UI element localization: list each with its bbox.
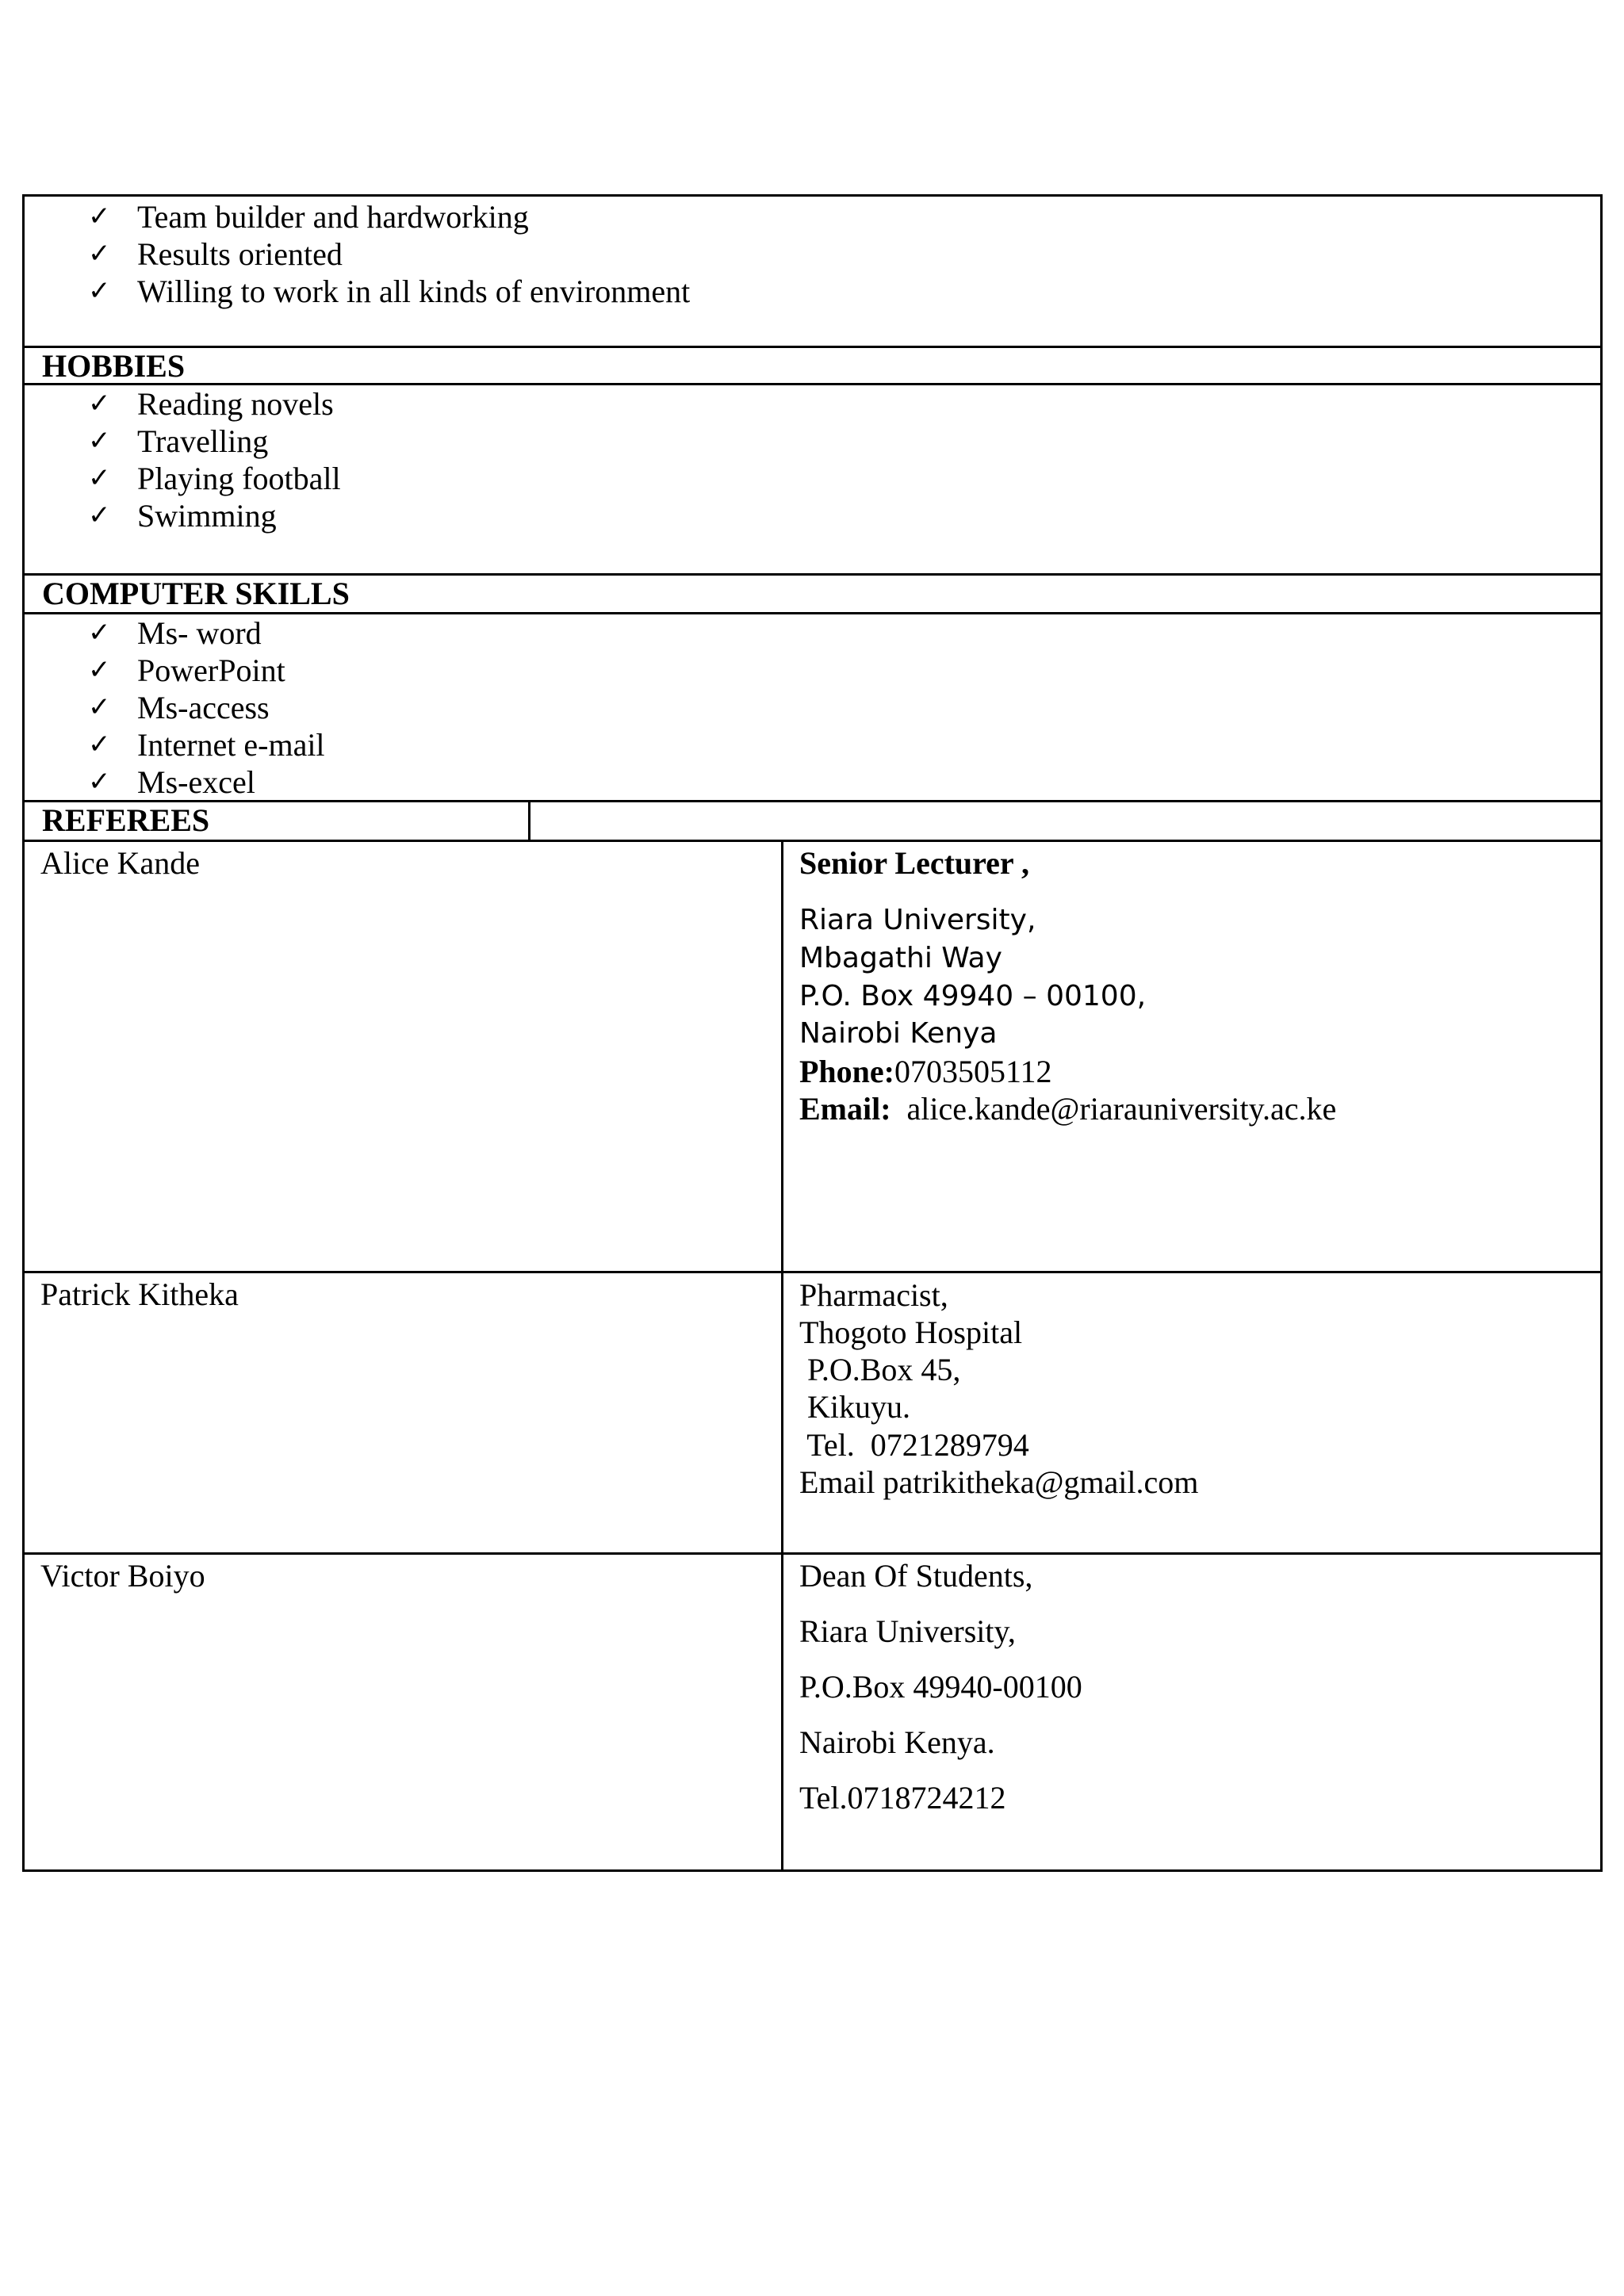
referee-title: Pharmacist, — [799, 1277, 948, 1313]
checkmark-icon: ✓ — [88, 617, 111, 649]
checkmark-icon: ✓ — [88, 462, 111, 494]
checkmark-icon: ✓ — [88, 654, 111, 686]
qualities-list — [88, 198, 690, 310]
list-item: ✓ Internet e-mail — [88, 727, 325, 763]
list-item: ✓ Willing to work in all kinds of environment — [88, 274, 691, 309]
email-label: Email: — [799, 1091, 891, 1127]
list-item: ✓ Team builder and hardworking — [88, 199, 529, 235]
referees-heading-blank-cell — [528, 800, 1603, 842]
checkmark-icon: ✓ — [88, 499, 111, 531]
checkmark-icon: ✓ — [88, 238, 111, 270]
checkmark-icon: ✓ — [88, 388, 111, 419]
referees-heading-cell — [22, 800, 530, 842]
referee-email: Email patrikitheka@gmail.com — [799, 1464, 1199, 1500]
checkmark-icon: ✓ — [88, 425, 111, 457]
list-item: ✓ Playing football — [88, 461, 341, 496]
referee-name: Alice Kande — [40, 845, 201, 881]
computer-skills-box — [22, 612, 1603, 802]
referee-name: Patrick Kitheka — [40, 1276, 239, 1312]
checkmark-icon: ✓ — [88, 275, 111, 307]
referee-institution: Riara University, — [799, 904, 1036, 936]
referee-city: Kikuyu. — [799, 1389, 910, 1425]
referee-name-cell — [22, 1271, 783, 1555]
hobbies-heading-row — [22, 346, 1603, 385]
list-item: ✓ Results oriented — [88, 236, 343, 272]
referee-phone: Tel. 0721289794 — [799, 1427, 1029, 1463]
referee-details-cell — [781, 1271, 1603, 1555]
referee-name: Victor Boiyo — [40, 1558, 205, 1594]
phone-value: 0703505112 — [894, 1054, 1052, 1089]
referee-institution: Riara University, — [799, 1613, 1016, 1649]
referee-institution: Thogoto Hospital — [799, 1314, 1023, 1350]
computer-skills-list — [88, 614, 325, 801]
checkmark-icon: ✓ — [88, 691, 111, 723]
computer-skills-heading-row — [22, 573, 1603, 614]
referee-city: Nairobi Kenya — [799, 1017, 998, 1050]
referee-street: Mbagathi Way — [799, 942, 1002, 974]
email-value: alice.kande@riarauniversity.ac.ke — [891, 1091, 1337, 1127]
referee-details-cell — [781, 1552, 1603, 1872]
list-item: ✓ Swimming — [88, 498, 277, 534]
list-item: ✓ Ms-excel — [88, 764, 255, 800]
hobbies-list — [88, 385, 341, 534]
qualities-box — [22, 194, 1603, 348]
phone-label: Phone: — [799, 1054, 894, 1089]
list-item: ✓ PowerPoint — [88, 652, 285, 688]
referee-phone: Tel.0718724212 — [799, 1780, 1006, 1816]
referee-box: P.O.Box 49940-00100 — [799, 1669, 1082, 1705]
list-item: ✓ Reading novels — [88, 386, 334, 422]
checkmark-icon: ✓ — [88, 766, 111, 798]
referee-city: Nairobi Kenya. — [799, 1724, 995, 1760]
referee-phone — [799, 1053, 1052, 1091]
hobbies-box — [22, 383, 1603, 576]
checkmark-icon: ✓ — [88, 201, 111, 232]
list-item: ✓ Ms- word — [88, 615, 262, 651]
referee-details-cell — [781, 840, 1603, 1273]
hobbies-heading: HOBBIES — [42, 348, 186, 384]
referee-title: Dean Of Students, — [799, 1558, 1033, 1594]
referee-name-cell — [22, 1552, 783, 1872]
referee-box: P.O.Box 45, — [799, 1352, 961, 1387]
referee-email — [799, 1090, 1336, 1128]
referee-box: P.O. Box 49940 – 00100, — [799, 980, 1147, 1012]
referee-title: Senior Lecturer , — [799, 845, 1029, 881]
list-item: ✓ Ms-access — [88, 690, 270, 725]
referees-heading: REFEREES — [42, 802, 210, 838]
checkmark-icon: ✓ — [88, 729, 111, 760]
referee-name-cell — [22, 840, 783, 1273]
computer-skills-heading: COMPUTER SKILLS — [42, 576, 350, 611]
list-item: ✓ Travelling — [88, 423, 269, 459]
